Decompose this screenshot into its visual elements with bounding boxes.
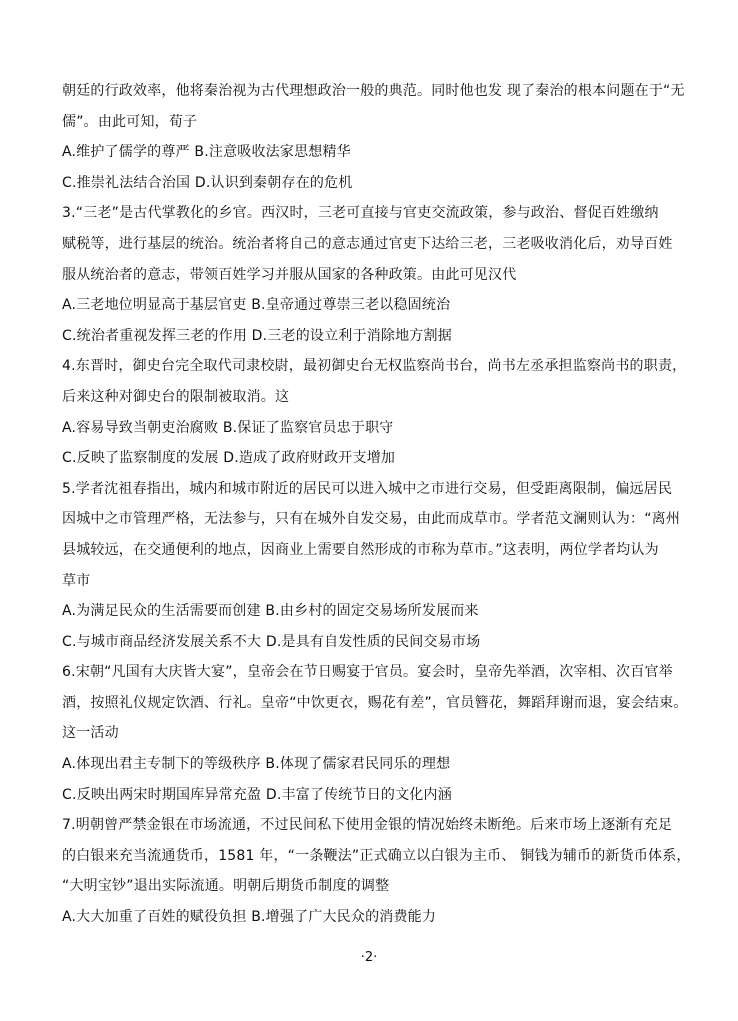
text-line: 赋税等，进行基层的统治。统治者将自己的意志通过官吏下达给三老，三老吸收消化后，劝导百姓	[62, 235, 673, 252]
question-7-stem: 7.明朝曾严禁金银在市场流通，不过民间私下使用金银的情况始终未断绝。后来市场上逐渐有充足	[62, 817, 673, 834]
option-line: C.统治者重视发挥三老的作用 D.三老的设立利于消除地方割据	[62, 327, 452, 344]
text-line: 因城中之市管理严格，无法参与，只有在城外自发交易，由此而成草市。学者范文澜则认为：“离州	[62, 511, 681, 528]
option-line: A.三老地位明显高于基层官吏 B.皇帝通过尊崇三老以稳固统治	[62, 297, 451, 314]
text-line: 这一活动	[62, 725, 119, 742]
option-line: A.容易导致当朝吏治腐败 B.保证了监察官员忠于职守	[62, 419, 394, 436]
option-line: C.反映了监察制度的发展 D.造成了政府财政开支增加	[62, 450, 396, 467]
text-line: 朝廷的行政效率，他将秦治视为古代理想政治一般的典范。同时他也发 现了秦治的根本问题在于“无	[62, 83, 685, 99]
text-line: “大明宝钞”退出实际流通。明朝后期货币制度的调整	[62, 878, 390, 895]
text-line: 后来这种对御史台的限制被取消。这	[62, 388, 290, 405]
text-line: 的白银来充当流通货币，1581 年，“一条鞭法”正式确立以白银为主币、 铜钱为辅币的新货币体系，	[62, 847, 691, 864]
page-number: ·2·	[360, 950, 378, 965]
question-4-stem: 4.东晋时，御史台完全取代司隶校尉，最初御史台无权监察尚书台，尚书左丞承担监察尚书的职责，	[62, 358, 687, 375]
question-5-stem: 5.学者沈祖春指出，城内和城市附近的居民可以进入城中之市进行交易，但受距离限制，偏远居民	[62, 480, 673, 497]
question-3-stem: 3.“三老”是古代掌教化的乡官。西汉时，三老可直接与官吏交流政策，参与政治、督促百姓缴纳	[62, 205, 659, 222]
option-line: A.大大加重了百姓的赋役负担 B.增强了广大民众的消费能力	[62, 909, 437, 926]
option-line: A.维护了儒学的尊严 B.注意吸收法家思想精华	[62, 144, 351, 161]
option-line: C.与城市商品经济发展关系不大 D.是具有自发性质的民间交易市场	[62, 633, 481, 650]
text-line: 服从统治者的意志，带领百姓学习并服从国家的各种政策。由此可见汉代	[62, 266, 517, 283]
option-line: A.体现出君主专制下的等级秩序 B.体现了儒家君民同乐的理想	[62, 756, 451, 773]
text-line: 酒，按照礼仪规定饮酒、行礼。皇帝“中饮更衣，赐花有差”，官员簪花，舞蹈拜谢而退，宴会结束。	[62, 694, 688, 711]
option-line: A.为满足民众的生活需要而创建 B.由乡村的固定交易场所发展而来	[62, 603, 479, 620]
text-line: 县城较远，在交通便利的地点，因商业上需要自然形成的市称为草市。”这表明，两位学者均认为	[62, 541, 659, 558]
document-body	[62, 76, 702, 933]
option-line: C.反映出两宋时期国库异常充盈 D.丰富了传统节日的文化内涵	[62, 786, 452, 803]
text-line: 儒”。由此可知，荀子	[62, 113, 198, 130]
option-line: C.推崇礼法结合治国 D.认识到秦朝存在的危机	[62, 174, 353, 191]
question-6-stem: 6.宋朝“凡国有大庆皆大宴”，皇帝会在节日赐宴于官员。宴会时，皇帝先举酒，次宰相、次百官举	[62, 664, 673, 681]
text-line: 草市	[62, 572, 91, 589]
